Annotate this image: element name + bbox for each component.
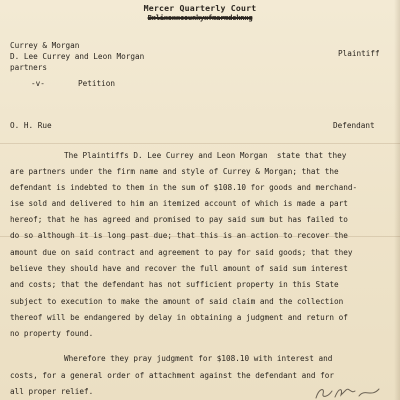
prayer-line: all proper relief. xyxy=(10,387,94,396)
page-edge-shadow xyxy=(394,0,400,400)
paper-fold-line xyxy=(0,143,400,144)
plaintiff-name-line: Currey & Morgan xyxy=(10,41,80,50)
body-line: believe they should have and recover the full amount of said sum interest xyxy=(10,264,348,273)
body-line: subject to execution to make the amount of said claim and the collection xyxy=(10,297,344,306)
struck-out-text: Bxlixsxxcounkyxfmarmdsknxg xyxy=(147,13,253,22)
struck-out-court-line xyxy=(0,13,400,22)
versus-label: -v- xyxy=(31,79,45,88)
body-line: are partners under the firm name and style of Currey & Morgan; that the xyxy=(10,167,339,176)
prayer-line: costs, for a general order of attachment against the defendant and for xyxy=(10,371,334,380)
plaintiff-name-line: partners xyxy=(10,63,48,72)
defendant-name: O. H. Rue xyxy=(10,121,52,130)
document-type-label: Petition xyxy=(78,79,116,88)
body-line: hereof; that he has agreed and promised to pay said sum but has failed to xyxy=(10,215,348,224)
plaintiff-name-line: D. Lee Currey and Leon Morgan xyxy=(10,52,145,61)
plaintiff-role-label: Plaintiff xyxy=(338,49,380,58)
handwritten-signature-icon xyxy=(313,385,393,400)
body-line: and costs; that the defendant has not sufficient property in this State xyxy=(10,280,339,289)
body-line: thereof will be endangered by delay in obtaining a judgment and return of xyxy=(10,313,348,322)
court-title: Mercer Quarterly Court xyxy=(143,3,257,13)
body-line: The Plaintiffs D. Lee Currey and Leon Morgan state that they xyxy=(64,151,347,160)
body-line: defendant is indebted to them in the sum of $108.10 for goods and merchand- xyxy=(10,183,358,192)
defendant-role-label: Defendant xyxy=(333,121,375,130)
body-line: ise sold and delivered to him an itemized account of which is made a part xyxy=(10,199,348,208)
body-line: amount due on said contract and agreement to pay for said goods; that they xyxy=(10,248,353,257)
body-line: do so although it is long past due; that this is an action to recover the xyxy=(10,231,348,240)
body-line: no property found. xyxy=(10,329,94,338)
prayer-line: Wherefore they pray judgment for $108.10 with interest and xyxy=(64,354,333,363)
